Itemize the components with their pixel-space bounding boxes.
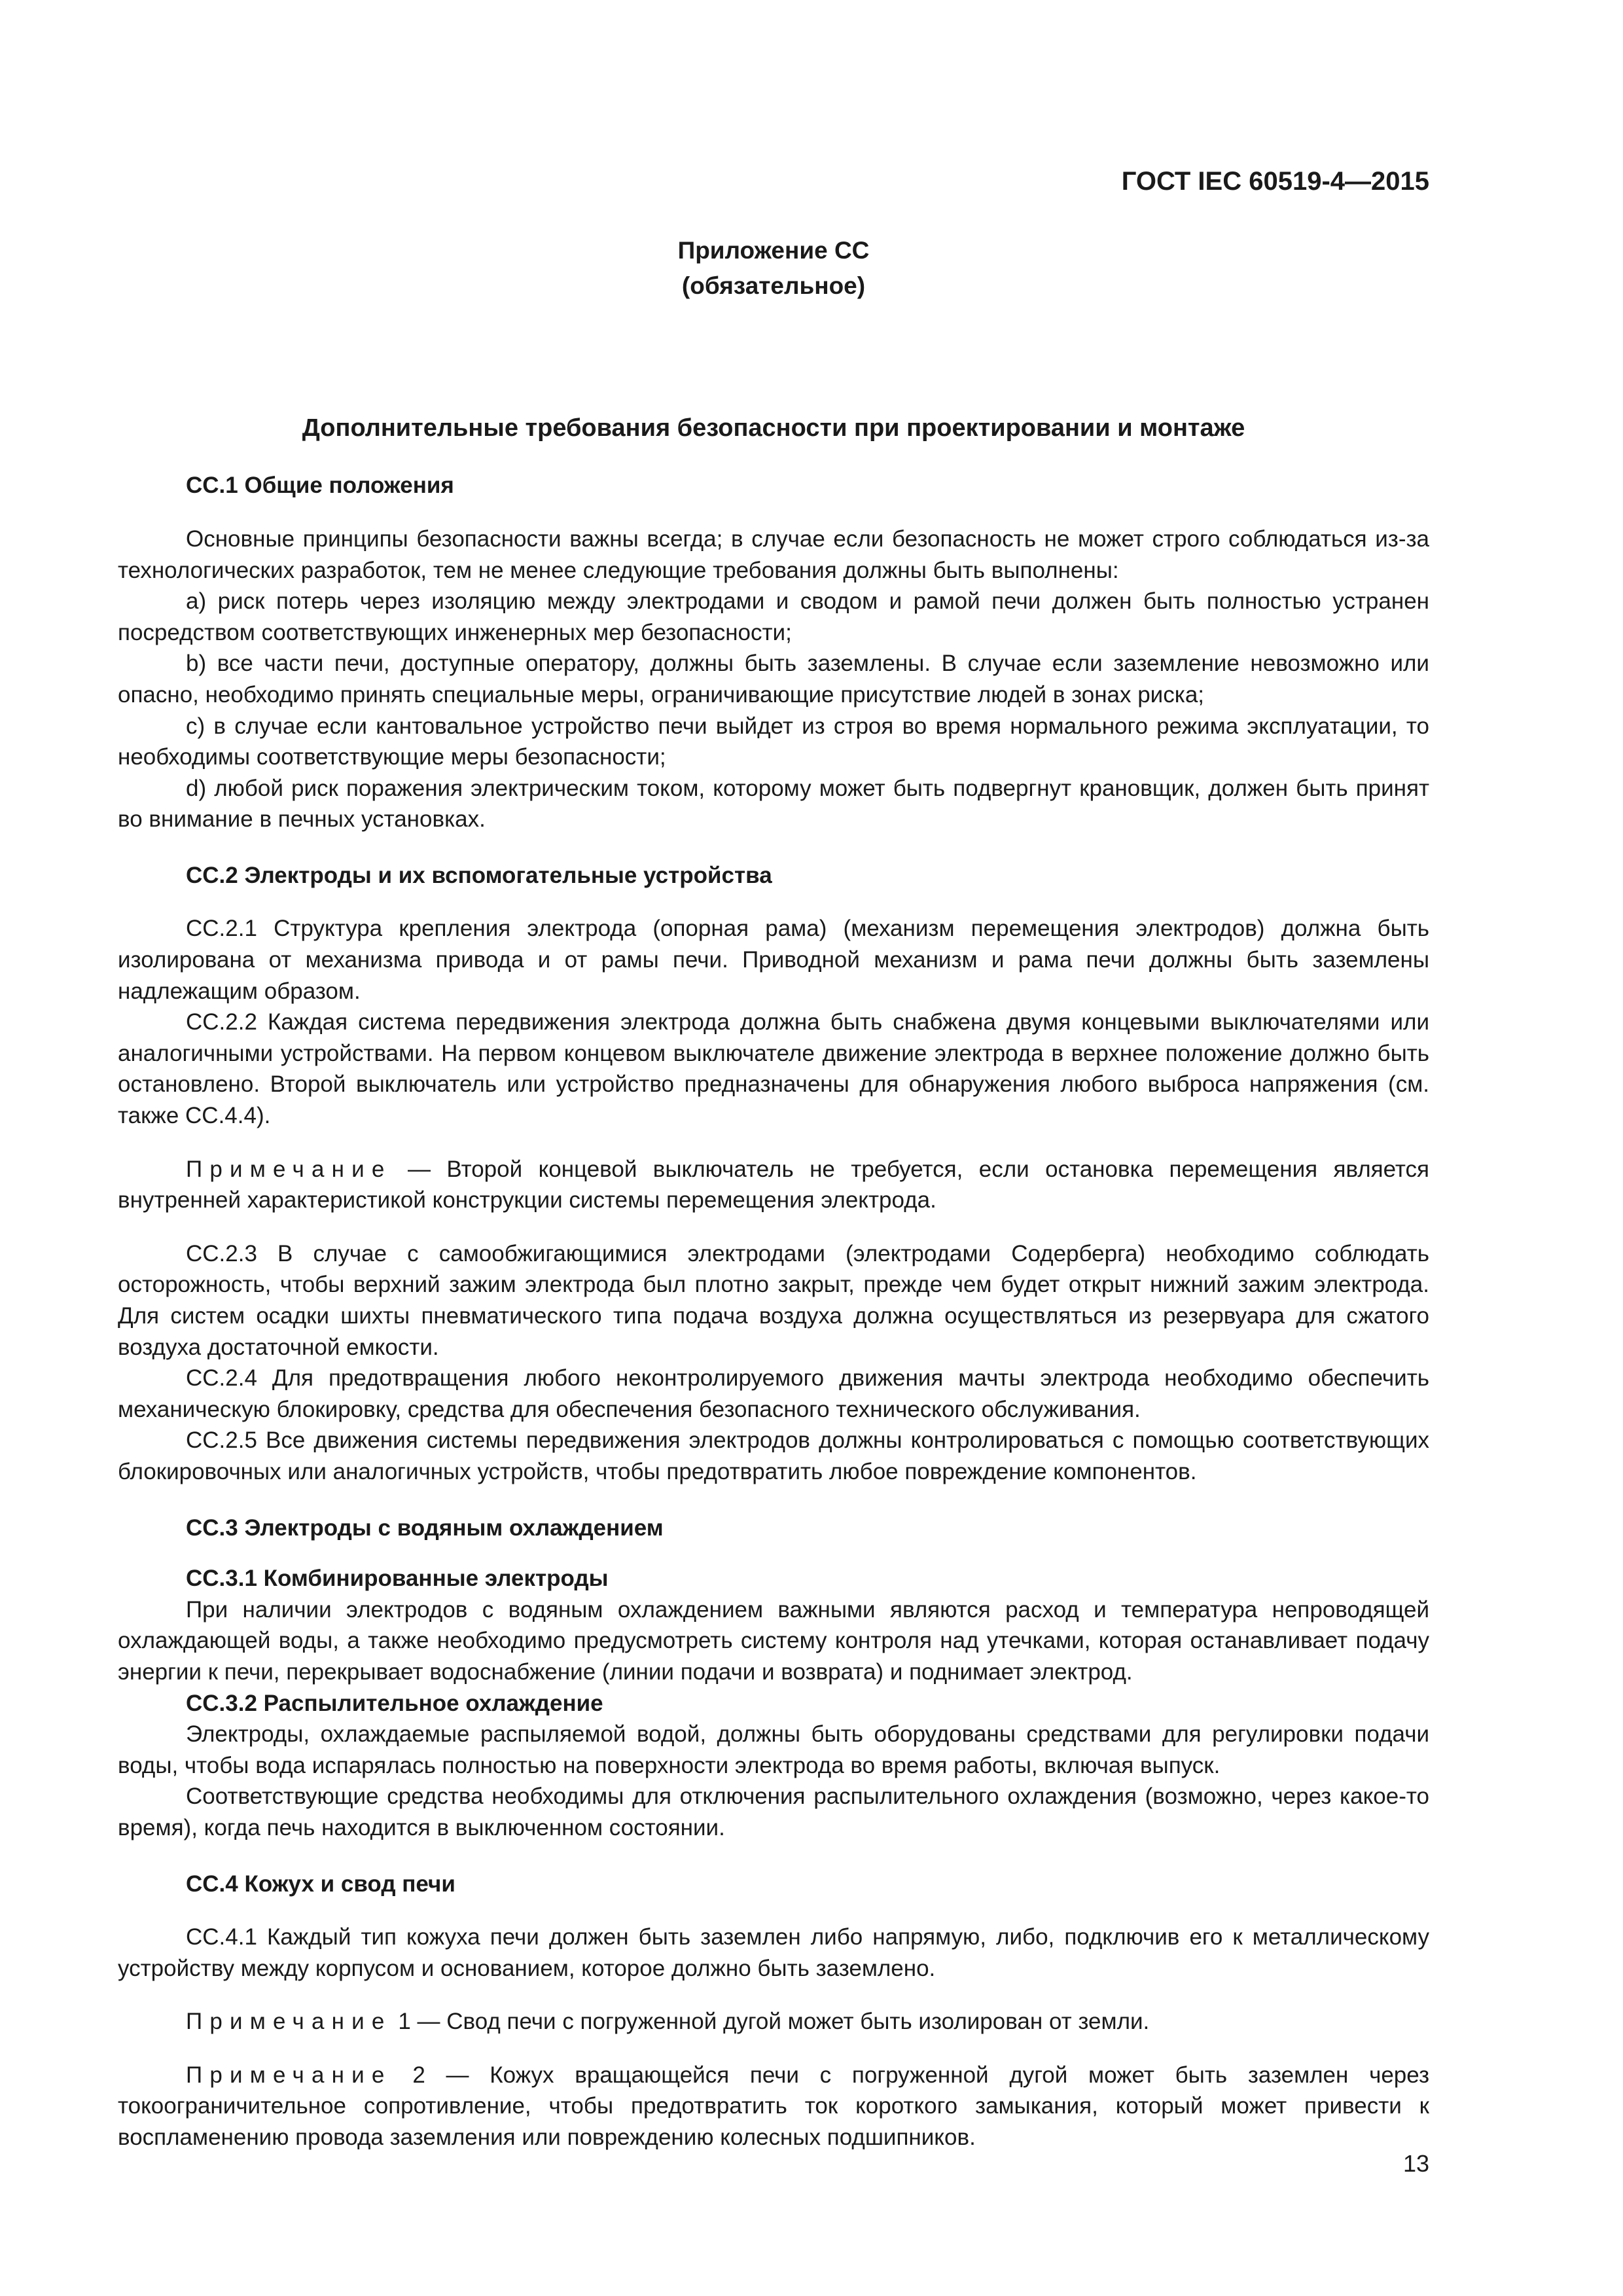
annex-status: (обязательное) (681, 272, 866, 300)
section-body-cc2-continued (118, 1238, 1429, 1488)
section-body-cc4 (118, 1922, 1429, 1984)
clause-paragraph: СС.2.2 Каждая система передвижения электрода должна быть снабжена двумя концевыми выключателями или аналогичными устройствами. На первом концевом выключателе движение электрода в верхнее положение должно быть остановлено. Второй выключатель или устройство предназначены для обнаружения любого выброса напряжения (см. также СС.4.4). (118, 1009, 1429, 1129)
subsection-body-cc3-1 (118, 1594, 1429, 1688)
section-heading-cc2: СС.2 Электроды и их вспомогательные устройства (186, 862, 772, 888)
section-heading-cc3: СС.3 Электроды с водяным охлаждением (186, 1515, 664, 1541)
note-text: — Второй концевой выключатель не требуется, если остановка перемещения является внутренней характеристикой конструкции системы перемещения электрода. (118, 1156, 1429, 1213)
paragraph: Электроды, охлаждаемые распыляемой водой, должны быть оборудованы средствами для регулировки подачи воды, чтобы вода испарялась полностью на поверхности электрода во время работы, включая выпуск. (118, 1721, 1429, 1778)
paragraph: Основные принципы безопасности важны всегда; в случае если безопасность не может строго соблюдаться из-за технологических разработок, тем не менее следующие требования должны быть выполнены: (118, 526, 1429, 583)
note-text: 2 — Кожух вращающейся печи с погруженной дугой может быть заземлен через токоограничительное сопротивление, чтобы предотвратить ток короткого замыкания, который может привести к воспламенению провода заземления или повреждению колесных подшипников. (118, 2062, 1429, 2151)
section-body-cc1 (118, 524, 1429, 835)
note-label: Примечание (186, 2062, 392, 2088)
paragraph: При наличии электродов с водяным охлаждением важными являются расход и температура непроводящей охлаждающей воды, а также необходимо предусмотреть систему контроля над утечками, которая останавливает подачу энергии к печи, перекрывает водоснабжение (линии подачи и возврата) и поднимает электрод. (118, 1596, 1429, 1685)
annex-label: Приложение СС (677, 237, 870, 264)
clause-paragraph: СС.2.3 В случае с самообжигающимися электродами (электродами Содерберга) необходимо соблюдать осторожность, чтобы верхний зажим электрода был плотно закрыт, прежде чем будет открыт нижний зажим электрода. Для систем осадки шихты пневматического типа подача воздуха должна осуществляться из резервуара для сжатого воздуха достаточной емкости. (118, 1240, 1429, 1360)
list-item: a) риск потерь через изоляцию между электродами и сводом и рамой печи должен быть полностью устранен посредством соответствующих инженерных мер безопасности; (118, 588, 1429, 645)
annex-title: Дополнительные требования безопасности при проектировании и монтаже (302, 414, 1245, 442)
note-label: Примечание (186, 2009, 392, 2035)
annex-heading (118, 233, 1429, 303)
clause-paragraph: СС.2.4 Для предотвращения любого неконтролируемого движения мачты электрода необходимо обеспечить механическую блокировку, средства для обеспечения безопасного технического обслуживания. (118, 1365, 1429, 1422)
list-item: b) все части печи, доступные оператору, должны быть заземлены. В случае если заземление невозможно или опасно, необходимо принять специальные меры, ограничивающие присутствие людей в зонах риска; (118, 651, 1429, 708)
note-text: 1 — Свод печи с погруженной дугой может быть изолирован от земли. (391, 2009, 1150, 2035)
note-paragraph (118, 2006, 1429, 2037)
note-label: Примечание (186, 1156, 392, 1182)
subsection-body-cc3-2 (118, 1719, 1429, 1843)
note-paragraph (118, 1154, 1429, 1216)
clause-paragraph: СС.4.1 Каждый тип кожуха печи должен быть заземлен либо напрямую, либо, подключив его к металлическому устройству между корпусом и основанием, которое должно быть заземлено. (118, 1924, 1429, 1981)
standard-code: ГОСТ IEC 60519-4—2015 (1121, 167, 1429, 196)
document-page (118, 144, 1429, 2225)
subsection-heading-cc3-1: СС.3.1 Комбинированные электроды (186, 1566, 609, 1592)
section-heading-cc1: СС.1 Общие положения (186, 473, 454, 499)
note-paragraph (118, 2060, 1429, 2153)
page-number: 13 (1402, 2150, 1429, 2177)
list-item: d) любой риск поражения электрическим током, которому может быть подвергнут крановщик, должен быть принят во внимание в печных установках. (118, 775, 1429, 833)
clause-paragraph: СС.2.5 Все движения системы передвижения электродов должны контролироваться с помощью соответствующих блокировочных или аналогичных устройств, чтобы предотвратить любое повреждение компонентов. (118, 1427, 1429, 1484)
paragraph: Соответствующие средства необходимы для отключения распылительного охлаждения (возможно, через какое-то время), когда печь находится в выключенном состоянии. (118, 1784, 1429, 1840)
section-body-cc2 (118, 913, 1429, 1131)
list-item: c) в случае если кантовальное устройство печи выйдет из строя во время нормального режима эксплуатации, то необходимы соответствующие меры безопасности; (118, 713, 1429, 770)
subsection-heading-cc3-2: СС.3.2 Распылительное охлаждение (186, 1690, 603, 1716)
clause-paragraph: СС.2.1 Структура крепления электрода (опорная рама) (механизм перемещения электродов) должна быть изолирована от механизма привода и от рамы печи. Приводной механизм и рама печи должны быть заземлены надлежащим образом. (118, 916, 1429, 1004)
section-heading-cc4: СС.4 Кожух и свод печи (186, 1871, 455, 1897)
